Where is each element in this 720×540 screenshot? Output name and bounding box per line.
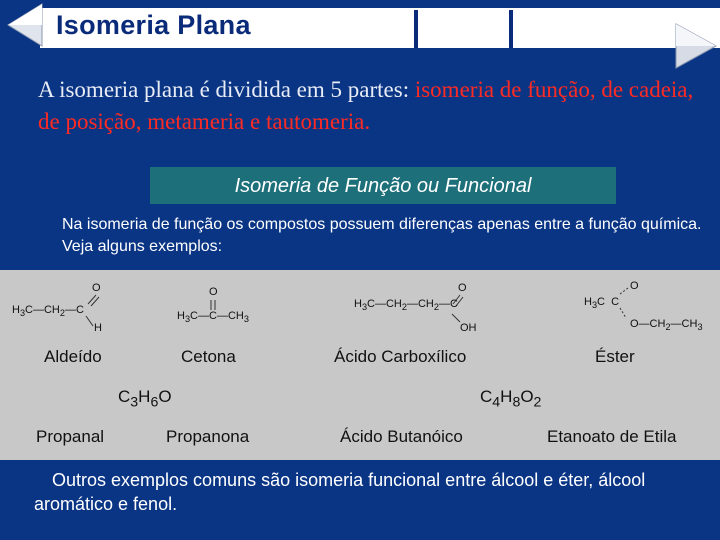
chain-text: $H_3C—C—CH_3$	[177, 310, 249, 325]
bond-lines	[175, 284, 275, 334]
oxygen-label: O	[92, 282, 101, 294]
slide-title: Isomeria Plana	[56, 10, 251, 40]
bottom-paragraph: Outros exemplos comuns são isomeria funcional entre álcool e éter, álcool aromático e fenol.	[34, 470, 646, 514]
intro-text: A isomeria plana é dividida em 5 partes:	[38, 77, 415, 102]
hydrogen-label: H	[94, 322, 102, 334]
molecular-formula-c4h8o2: $C_4H_8O_2$	[480, 387, 542, 411]
intro-highlight: isomeria de função, de cadeia, de posição, metameria e tautomeria	[38, 77, 694, 134]
class-label-ester: Éster	[595, 347, 635, 366]
class-label-acido: Ácido Carboxílico	[334, 347, 467, 366]
chain-text: $H_3C—CH_2—C$	[12, 304, 84, 319]
chain-text: $H_3C—CH_2—CH_2—C$	[354, 298, 458, 313]
hydroxyl-label: OH	[460, 322, 477, 334]
compound-name-propanona: Propanona	[166, 427, 250, 446]
oxygen-label: O	[630, 280, 639, 292]
next-arrow-icon	[672, 22, 718, 70]
compound-name-propanal: Propanal	[36, 427, 105, 446]
intro-paragraph	[38, 74, 708, 138]
chain-text: $H_3C$ C	[584, 296, 620, 311]
molecular-formula-c3h6o: $C_3H_6O$	[118, 387, 172, 411]
class-label-aldeido: Aldeído	[44, 347, 102, 366]
ester-chain: $O—CH_2—CH_3$	[630, 318, 703, 333]
oxygen-label: O	[209, 286, 218, 298]
section-header: Isomeria de Função ou Funcional	[150, 167, 616, 204]
compound-name-etanoato-de-etila: Etanoato de Etila	[547, 427, 677, 446]
examples-panel	[0, 270, 720, 460]
class-label-cetona: Cetona	[181, 347, 236, 366]
ester-structure	[584, 278, 714, 338]
acido-structure	[352, 278, 492, 338]
title-divider	[414, 10, 418, 48]
oxygen-label: O	[458, 282, 467, 294]
previous-slide-button[interactable]	[4, 2, 44, 48]
compound-name-acido-butanoico: Ácido Butanóico	[340, 427, 463, 446]
next-slide-button[interactable]	[672, 22, 718, 70]
title-divider	[509, 10, 513, 48]
section-paragraph: Na isomeria de função os compostos possuem diferenças apenas entre a função química. Veja alguns exemplos:	[62, 216, 702, 255]
intro-period: .	[364, 109, 371, 134]
cetona-structure	[175, 284, 275, 334]
aldeido-structure	[10, 278, 130, 338]
back-arrow-icon	[4, 2, 44, 48]
